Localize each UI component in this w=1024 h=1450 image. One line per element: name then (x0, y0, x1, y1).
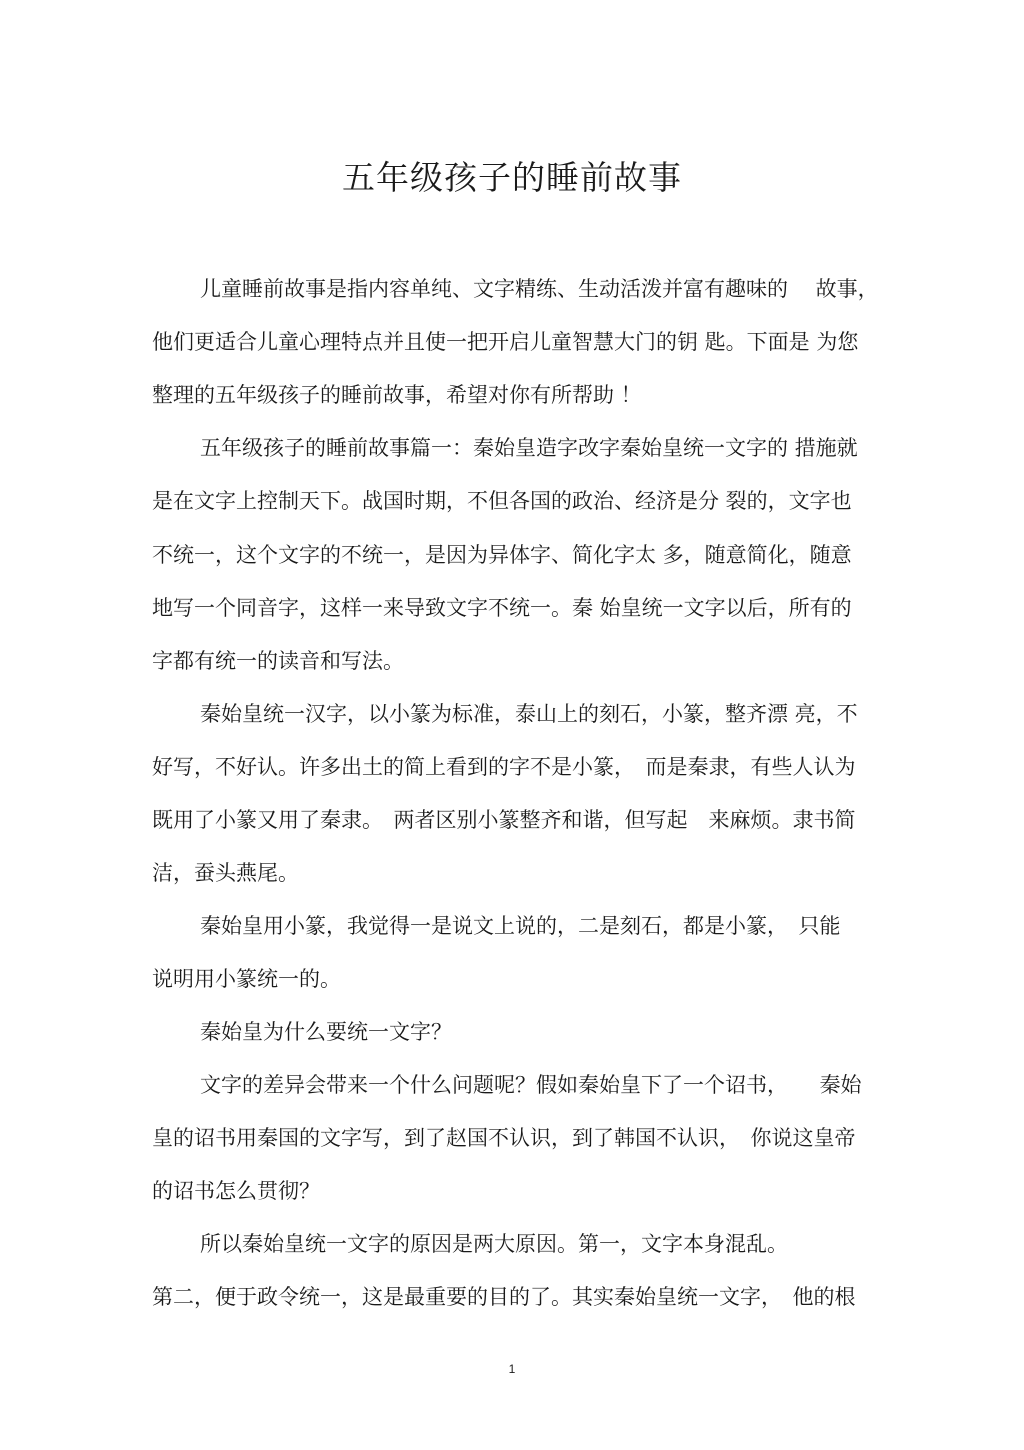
text-line: 说明用小篆统一的。 (152, 967, 341, 991)
text-line: 所以秦始皇统一文字的原因是两大原因。第一，文字本身混乱。 (200, 1232, 788, 1256)
text-line: 儿童睡前故事是指内容单纯、文字精练、生动活泼并富有趣味的 故事， (200, 277, 879, 301)
text-line: 字都有统一的读音和写法。 (152, 649, 404, 673)
text-line: 他们更适合儿童心理特点并且使一把开启儿童智慧大门的钥 匙。下面是 为您 (152, 330, 859, 354)
text-line: 不统一，这个文字的不统一，是因为异体字、简化字太 多，随意简化，随意 (152, 543, 852, 567)
document-title: 五年级孩子的睡前故事 (342, 158, 682, 197)
text-line: 秦始皇用小篆，我觉得一是说文上说的，二是刻石，都是小篆， 只能 (200, 914, 841, 938)
text-line: 秦始皇为什么要统一文字？ (200, 1020, 452, 1044)
text-line: 秦始皇统一汉字，以小篆为标准，泰山上的刻石，小篆，整齐漂 亮，不 (200, 702, 858, 726)
text-line: 既用了小篆又用了秦隶。 两者区别小篆整齐和谐，但写起 来麻烦。隶书简 (152, 808, 856, 832)
text-line: 皇的诏书用秦国的文字写，到了赵国不认识，到了韩国不认识， 你说这皇帝 (152, 1126, 856, 1150)
text-line: 五年级孩子的睡前故事篇一：秦始皇造字改字秦始皇统一文字的 措施就 (200, 436, 858, 460)
text-line: 地写一个同音字，这样一来导致文字不统一。秦 始皇统一文字以后，所有的 (152, 596, 852, 620)
page-number: 1 (508, 1362, 516, 1376)
text-line: 好写，不好认。许多出土的简上看到的字不是小篆， 而是秦隶，有些人认为 (152, 755, 856, 779)
text-line: 的诏书怎么贯彻？ (152, 1179, 320, 1203)
text-line: 文字的差异会带来一个什么问题呢？假如秦始皇下了一个诏书， 秦始 (200, 1073, 862, 1097)
text-line: 第二，便于政令统一，这是最重要的目的了。其实秦始皇统一文字， 他的根 (152, 1285, 856, 1309)
text-line: 洁，蚕头燕尾。 (152, 861, 299, 885)
text-line: 整理的五年级孩子的睡前故事，希望对你有所帮助 ！ (152, 383, 642, 407)
text-line: 是在文字上控制天下。战国时期，不但各国的政治、经济是分 裂的，文字也 (152, 489, 852, 513)
